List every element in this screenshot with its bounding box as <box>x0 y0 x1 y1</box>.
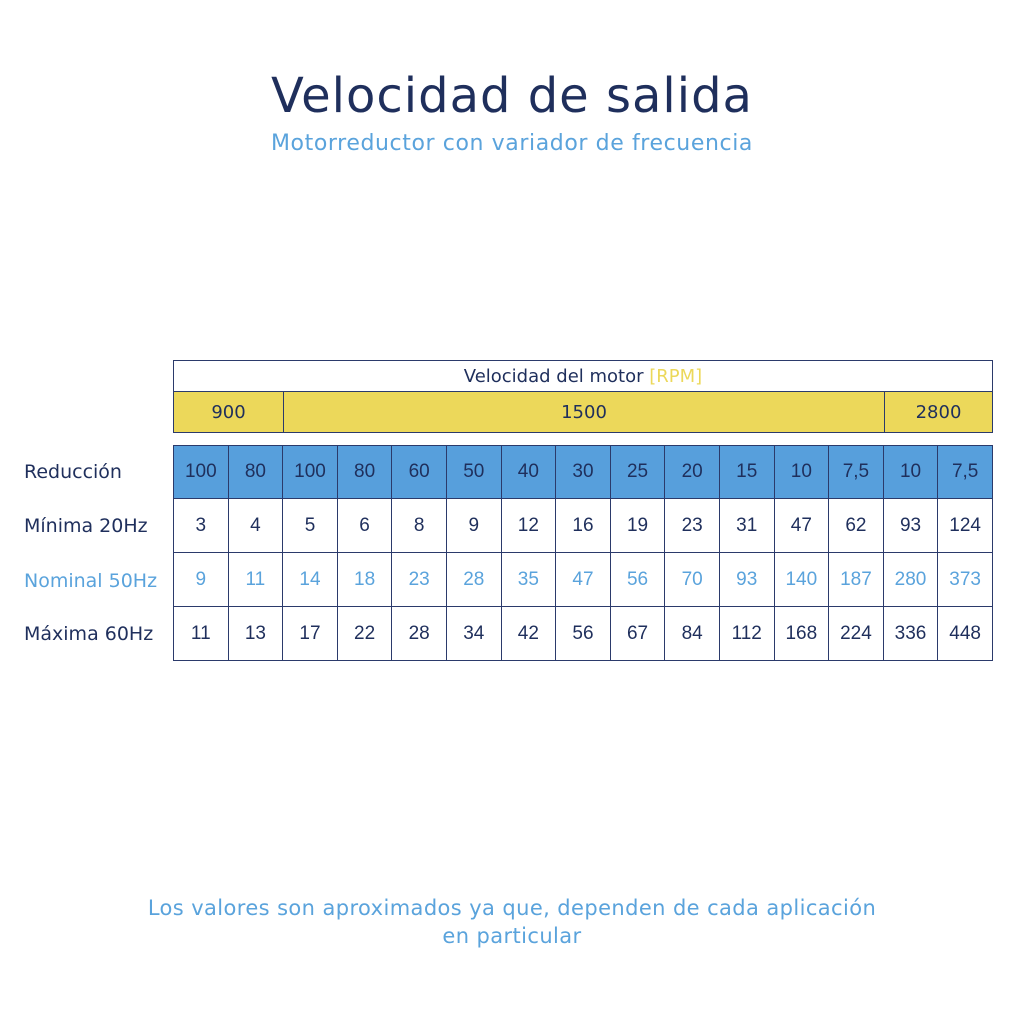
min-cell: 19 <box>610 499 665 553</box>
reduction-cell: 10 <box>774 446 829 499</box>
page-title: Velocidad de salida <box>271 68 753 124</box>
min-cell: 6 <box>337 499 392 553</box>
min-row <box>174 499 993 553</box>
nominal-cell: 23 <box>392 553 447 607</box>
nominal-cell: 11 <box>228 553 283 607</box>
min-cell: 124 <box>938 499 993 553</box>
min-cell: 12 <box>501 499 556 553</box>
reduction-cell: 7,5 <box>829 446 884 499</box>
min-cell: 4 <box>228 499 283 553</box>
max-cell: 17 <box>283 607 338 661</box>
row-label-reduction: Reducción <box>24 461 122 483</box>
reduction-cell: 60 <box>392 446 447 499</box>
max-cell: 11 <box>174 607 229 661</box>
reduction-cell: 7,5 <box>938 446 993 499</box>
nominal-cell: 373 <box>938 553 993 607</box>
nominal-cell: 70 <box>665 553 720 607</box>
nominal-cell: 93 <box>719 553 774 607</box>
max-cell: 34 <box>446 607 501 661</box>
nominal-cell: 140 <box>774 553 829 607</box>
nominal-cell: 18 <box>337 553 392 607</box>
min-cell: 8 <box>392 499 447 553</box>
reduction-cell: 100 <box>283 446 338 499</box>
row-label-nominal: Nominal 50Hz <box>24 570 158 592</box>
motor-speed-header <box>173 360 993 391</box>
max-cell: 22 <box>337 607 392 661</box>
max-cell: 168 <box>774 607 829 661</box>
min-cell: 47 <box>774 499 829 553</box>
reduction-cell: 80 <box>228 446 283 499</box>
min-cell: 31 <box>719 499 774 553</box>
row-label-min: Mínima 20Hz <box>24 515 148 537</box>
footnote-line-1: Los valores son aproximados ya que, dependen de cada aplicación <box>147 896 877 920</box>
footnote-line-2: en particular <box>442 924 582 948</box>
min-cell: 3 <box>174 499 229 553</box>
max-cell: 67 <box>610 607 665 661</box>
reduction-cell: 80 <box>337 446 392 499</box>
max-cell: 42 <box>501 607 556 661</box>
reduction-cell: 15 <box>719 446 774 499</box>
nominal-cell: 28 <box>446 553 501 607</box>
motor-speed-unit: [RPM] <box>649 366 703 387</box>
reduction-cell: 20 <box>665 446 720 499</box>
page-subtitle: Motorreductor con variador de frecuencia <box>270 131 754 156</box>
max-row <box>174 607 993 661</box>
nominal-cell: 35 <box>501 553 556 607</box>
rpm-900: 900 <box>211 401 246 423</box>
max-cell: 56 <box>556 607 611 661</box>
nominal-cell: 280 <box>883 553 938 607</box>
min-cell: 9 <box>446 499 501 553</box>
reduction-cell: 10 <box>883 446 938 499</box>
max-cell: 84 <box>665 607 720 661</box>
reduction-cell: 25 <box>610 446 665 499</box>
rpm-1500: 1500 <box>283 392 884 432</box>
nominal-cell: 47 <box>556 553 611 607</box>
reduction-cell: 40 <box>501 446 556 499</box>
min-cell: 16 <box>556 499 611 553</box>
reduction-cell: 30 <box>556 446 611 499</box>
max-cell: 224 <box>829 607 884 661</box>
max-cell: 336 <box>883 607 938 661</box>
row-label-max: Máxima 60Hz <box>24 623 154 645</box>
reduction-cell: 100 <box>174 446 229 499</box>
max-cell: 28 <box>392 607 447 661</box>
footnote <box>0 894 1024 950</box>
min-cell: 93 <box>883 499 938 553</box>
nominal-cell: 56 <box>610 553 665 607</box>
nominal-cell: 14 <box>283 553 338 607</box>
max-cell: 112 <box>719 607 774 661</box>
motor-speed-row <box>173 391 993 433</box>
nominal-cell: 187 <box>829 553 884 607</box>
min-cell: 23 <box>665 499 720 553</box>
max-cell: 13 <box>228 607 283 661</box>
min-cell: 5 <box>283 499 338 553</box>
min-cell: 62 <box>829 499 884 553</box>
reduction-row <box>174 446 993 499</box>
nominal-row <box>174 553 993 607</box>
motor-speed-title: Velocidad del motor <box>463 366 644 387</box>
speed-table <box>173 445 993 661</box>
rpm-2800: 2800 <box>884 392 992 432</box>
reduction-cell: 50 <box>446 446 501 499</box>
nominal-cell: 9 <box>174 553 229 607</box>
max-cell: 448 <box>938 607 993 661</box>
